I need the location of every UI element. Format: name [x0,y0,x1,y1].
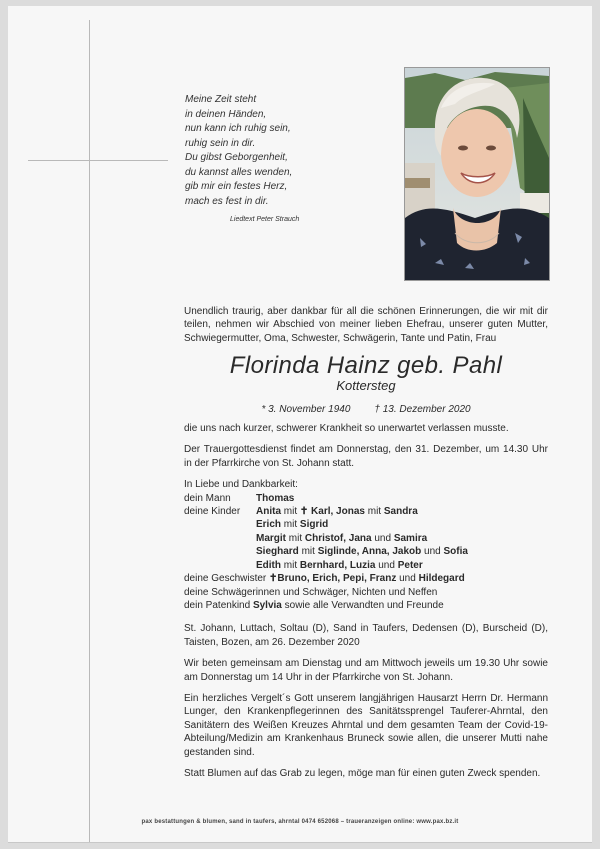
deceased-home: Kottersteg [336,378,396,394]
places-and-date: St. Johann, Luttach, Soltau (D), Sand in Taufers, Dedensen (D), Burscheid (D), Taisten, Bozen, am 26. Dezember 2020 [184,623,548,648]
child-name: Anita [256,506,281,518]
footer-imprint: pax bestattungen & blumen, sand in taufers, ahrntal 0474 652068 – traueranzeigen online: www.pax.bz.it [141,819,459,825]
child-name: Erich [256,519,282,531]
connector: und [396,573,419,585]
child-name: Edith [256,559,281,571]
family-row [184,559,468,572]
connector: und [375,559,398,571]
poem-line: Meine Zeit steht [185,94,257,105]
connector: mit [286,532,305,544]
family-table [184,492,468,572]
godchild-label: dein Patenkind [184,599,253,611]
relatives-names: Christof, Jana [304,532,372,544]
prayer-times: Wir beten gemeinsam am Dienstag und am Mittwoch jeweils um 19.30 Uhr sowie am Donnerstag um 14 Uhr in der Pfarrkirche von St. Johann. [184,658,548,683]
relatives-names: ✝ Karl, Jonas [299,506,365,518]
poem-line: du kannst alles wenden, [185,166,293,178]
siblings-line [184,572,548,585]
connector: mit [281,559,300,571]
poem-line: ruhig sein in dir. [185,137,256,149]
poem-line: in deinen Händen, [185,108,267,120]
connector: mit [364,506,384,518]
obituary-content [184,305,548,788]
godchild-name: Sylvia [252,599,282,611]
portrait-photo [404,67,550,281]
family-row [184,545,468,558]
poem-line: Du gibst Geborgenheit, [185,152,288,163]
flowers-note: Statt Blumen auf das Grab zu legen, möge man für einen guten Zweck spenden. [184,767,541,779]
child-name: Margit [256,532,286,544]
relatives-names: Siglinde, Anna, Jakob [317,546,422,558]
deceased-name: Florinda Hainz geb. Pahl [229,352,503,380]
godchild-line [184,599,548,612]
cross-vertical-line [89,20,90,842]
inlaws-line: deine Schwägerinnen und Schwäger, Nichten und Neffen [184,586,438,598]
family-row [184,492,468,505]
family-heading: In Liebe und Dankbarkeit: [184,479,298,491]
husband-label: dein Mann [184,492,231,504]
relatives-names: Peter [397,559,423,571]
relatives-names: Sofia [443,546,468,558]
siblings-label: deine Geschwister [184,573,270,585]
death-note: die uns nach kurzer, schwerer Krankheit so unerwartet verlassen musste. [184,423,509,435]
death-date: † 13. Dezember 2020 [374,403,471,415]
child-name: Sieghard [256,546,299,558]
siblings-names: ✝Bruno, Erich, Pepi, Franz [269,573,397,585]
relatives-names: Bernhard, Luzia [299,559,376,571]
poem [185,93,395,228]
funeral-service: Der Trauergottesdienst findet am Donnerstag, den 31. Dezember, um 14.30 Uhr in der Pfarrkirche von St. Johann statt. [184,444,548,469]
siblings-names: Hildegard [418,573,465,585]
life-dates [184,403,548,416]
poem-line: nun kann ich ruhig sein, [185,123,291,134]
connector: mit [281,506,300,518]
poem-credit: Liedtext Peter Strauch [230,216,300,223]
connector: mit [298,546,318,558]
relatives-names: Sandra [383,506,418,518]
sheet-bottom-edge [8,842,592,843]
thanks-text: Ein herzliches Vergelt´s Gott unserem langjährigen Hausarzt Herrn Dr. Hermann Lunger, den Krankenpflegerinnen des Sanitätssprengel Tauferer-Ahrntal, den Sanitätern des Weißen Kreuzes Ahrntal und dem gesamten Team der Covid-19-Abteilung/Medizin am Krankenhaus Bruneck sowie allen, die unserer Mutti nahe gestanden sind. [184,692,548,758]
poem-line: mach es fest in dir. [185,195,269,207]
connector: und [371,532,394,544]
family-row [184,532,468,545]
godchild-suffix: sowie alle Verwandten und Freunde [281,599,444,611]
connector: und [421,546,444,558]
cross-horizontal-line [28,160,168,161]
birth-date: * 3. November 1940 [261,403,351,415]
husband-name: Thomas [256,492,295,504]
intro-text: Unendlich traurig, aber dankbar für all die schönen Erinnerungen, die wir mit dir teilen, nehmen wir Abschied von meiner lieben Ehefrau, unserer guten Mutter, Schwiegermutter, Oma, Schwester, Schwägerin, Tante und Patin, Frau [184,306,548,344]
connector: mit [281,519,300,531]
relatives-names: Sigrid [299,519,329,531]
family-row [184,518,468,531]
children-label: deine Kinder [184,506,241,518]
relatives-names: Samira [393,532,428,544]
poem-line: gib mir ein festes Herz, [185,181,288,192]
portrait-image [405,68,549,280]
family-row [184,505,468,518]
